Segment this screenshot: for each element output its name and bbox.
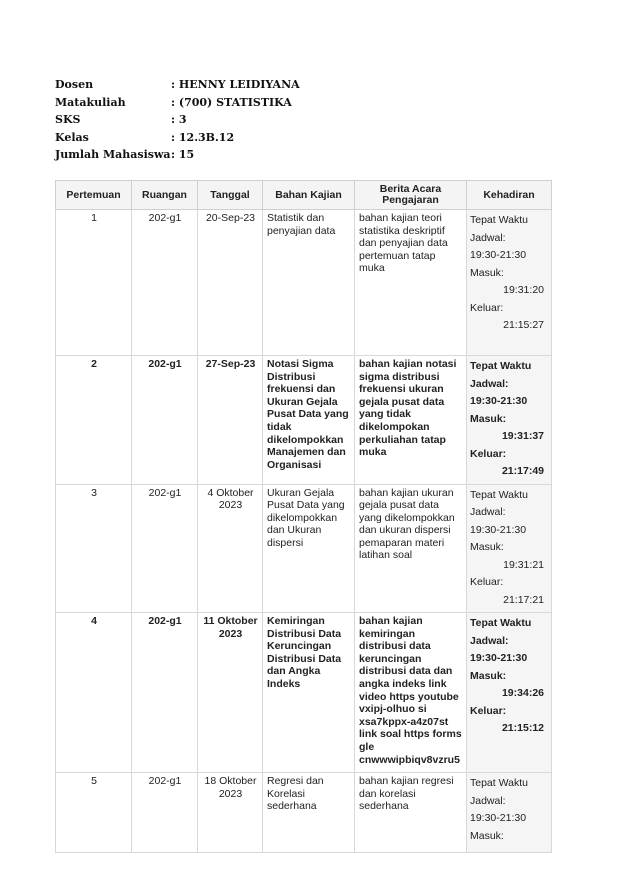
masuk-label: Masuk: [470, 412, 507, 425]
cell-berita-acara: bahan kajian ukuran gejala pusat data yang dikelompokkan dan ukuran dispersi pemaparan materi latihan soal [355, 484, 467, 613]
keluar-label: Keluar: [470, 301, 504, 314]
cell-pertemuan: 2 [56, 356, 132, 485]
keluar: 21:17:49 [501, 465, 544, 477]
cell-kehadiran [467, 484, 552, 613]
keluar-label: Keluar: [470, 576, 504, 588]
status: Tepat Waktu [470, 360, 532, 372]
cell-berita-acara: bahan kajian regresi dan korelasi sederhana [355, 773, 467, 853]
status: Tepat Waktu [470, 777, 528, 789]
cell-tanggal: 20-Sep-23 [198, 210, 263, 356]
masuk: 19:31:37 [501, 430, 544, 442]
cell-bahan-kajian: Statistik dan penyajian data [263, 210, 355, 356]
col-pertemuan: Pertemuan [56, 181, 132, 210]
jadwal-label: Jadwal: [470, 794, 506, 807]
jadwal: 19:30-21:30 [470, 652, 528, 664]
status: Tepat Waktu [470, 214, 528, 226]
col-ruangan: Ruangan [132, 181, 198, 210]
matakuliah-label: Matakuliah [55, 95, 126, 109]
dosen-label: Dosen [55, 78, 94, 91]
matakuliah-value: : (700) STATISTIKA [171, 95, 292, 109]
cell-ruangan: 202-g1 [132, 210, 198, 356]
table-row [56, 210, 552, 356]
masuk: 19:34:26 [501, 687, 544, 699]
cell-ruangan: 202-g1 [132, 356, 198, 485]
cell-ruangan: 202-g1 [132, 773, 198, 853]
table-row [56, 356, 552, 485]
status: Tepat Waktu [470, 617, 532, 629]
cell-bahan-kajian: Regresi dan Korelasi sederhana [263, 773, 355, 853]
kelas-value: : 12.3B.12 [171, 130, 235, 144]
cell-tanggal: 11 Oktober 2023 [198, 613, 263, 773]
status: Tepat Waktu [470, 488, 528, 501]
cell-tanggal: 18 Oktober 2023 [198, 773, 263, 853]
jadwal: 19:30-21:30 [470, 395, 528, 407]
jadwal: 19:30-21:30 [470, 812, 527, 824]
cell-pertemuan: 4 [56, 613, 132, 773]
col-kehadiran: Kehadiran [467, 181, 552, 210]
table-row [56, 613, 552, 773]
masuk-label: Masuk: [470, 829, 504, 842]
jadwal-label: Jadwal: [470, 231, 506, 244]
jumlah-label: Jumlah Mahasiswa [55, 148, 171, 161]
table-row [56, 773, 552, 853]
sks-label: SKS [55, 113, 81, 126]
keluar: 21:17:21 [503, 593, 544, 606]
jumlah-value: : 15 [171, 148, 195, 161]
dosen-value: : HENNY LEIDIYANA [171, 78, 300, 91]
keluar: 21:15:12 [501, 722, 544, 734]
cell-pertemuan: 1 [56, 210, 132, 356]
keluar: 21:15:27 [503, 319, 544, 331]
sks-value: : 3 [171, 113, 187, 126]
attendance-table [55, 180, 552, 853]
keluar-label: Keluar: [470, 447, 507, 460]
jadwal-label: Jadwal: [470, 377, 509, 390]
cell-kehadiran [467, 356, 552, 485]
cell-ruangan: 202-g1 [132, 484, 198, 613]
masuk: 19:31:20 [503, 284, 544, 296]
jadwal: 19:30-21:30 [470, 249, 527, 261]
col-bahan-kajian: Bahan Kajian [263, 181, 355, 210]
jadwal: 19:30-21:30 [470, 523, 527, 536]
cell-kehadiran [467, 210, 552, 356]
cell-bahan-kajian: Kemiringan Distribusi Data Keruncingan Distribusi Data dan Angka Indeks [263, 613, 355, 773]
col-berita-acara: Berita Acara Pengajaran [355, 181, 467, 210]
keluar-label: Keluar: [470, 704, 507, 717]
masuk-label: Masuk: [470, 669, 507, 682]
table-row [56, 484, 552, 613]
cell-bahan-kajian: Notasi Sigma Distribusi frekuensi dan Ukuran Gejala Pusat Data yang tidak dikelompokkan Manajemen dan Organisasi [263, 356, 355, 485]
cell-berita-acara: bahan kajian notasi sigma distribusi frekuensi ukuran gejala pusat data yang tidak dikelompokan perkuliahan tatap muka [355, 356, 467, 485]
cell-kehadiran [467, 773, 552, 853]
cell-berita-acara: bahan kajian teori statistika deskriptif dan penyajian data pertemuan tatap muka [355, 210, 467, 356]
cell-ruangan: 202-g1 [132, 613, 198, 773]
masuk-label: Masuk: [470, 541, 504, 553]
masuk: 19:31:21 [503, 558, 544, 571]
cell-tanggal: 4 Oktober 2023 [198, 484, 263, 613]
cell-pertemuan: 3 [56, 484, 132, 613]
cell-pertemuan: 5 [56, 773, 132, 853]
cell-tanggal: 27-Sep-23 [198, 356, 263, 485]
cell-kehadiran [467, 613, 552, 773]
cell-bahan-kajian: Ukuran Gejala Pusat Data yang dikelompokkan dan Ukuran dispersi [263, 484, 355, 613]
cell-berita-acara: bahan kajian kemiringan distribusi data keruncingan distribusi data dan angka indeks link video https youtube vxipj-olhuo si xsa7kppx-a4z07st link soal https forms gle cnwwwipbiqv8vzru5 [355, 613, 467, 773]
table-header-row [56, 181, 552, 210]
jadwal-label: Jadwal: [470, 506, 506, 518]
jadwal-label: Jadwal: [470, 634, 509, 647]
masuk-label: Masuk: [470, 266, 504, 279]
kelas-label: Kelas [55, 130, 89, 144]
col-tanggal: Tanggal [198, 181, 263, 210]
